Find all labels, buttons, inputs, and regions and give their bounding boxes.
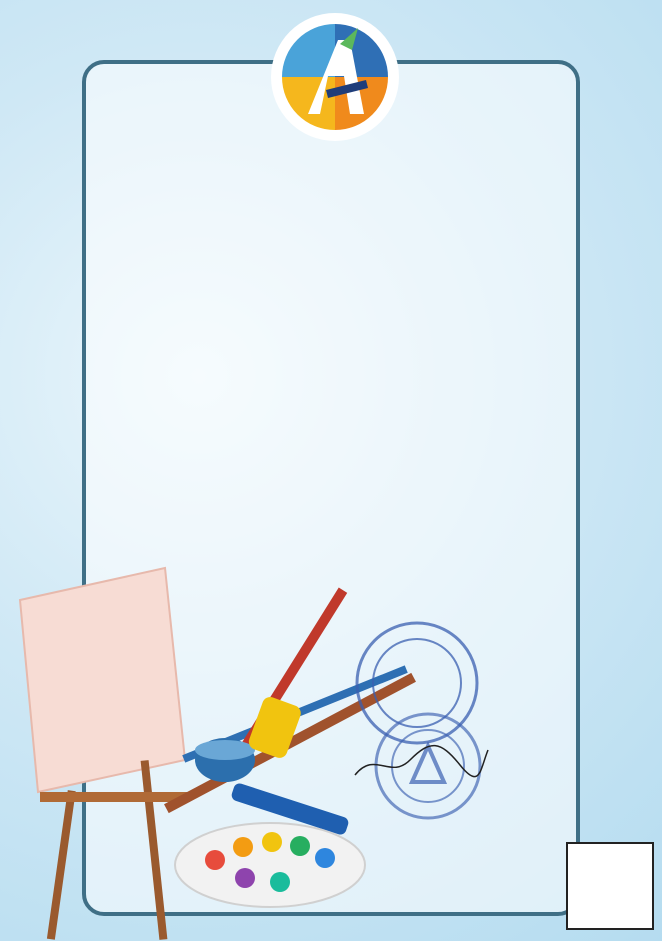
pencil-border-right-icon: [604, 0, 662, 941]
art-talant-logo-icon: [268, 10, 402, 144]
qr-code-icon[interactable]: [566, 842, 654, 930]
signature-icon: [350, 730, 490, 790]
